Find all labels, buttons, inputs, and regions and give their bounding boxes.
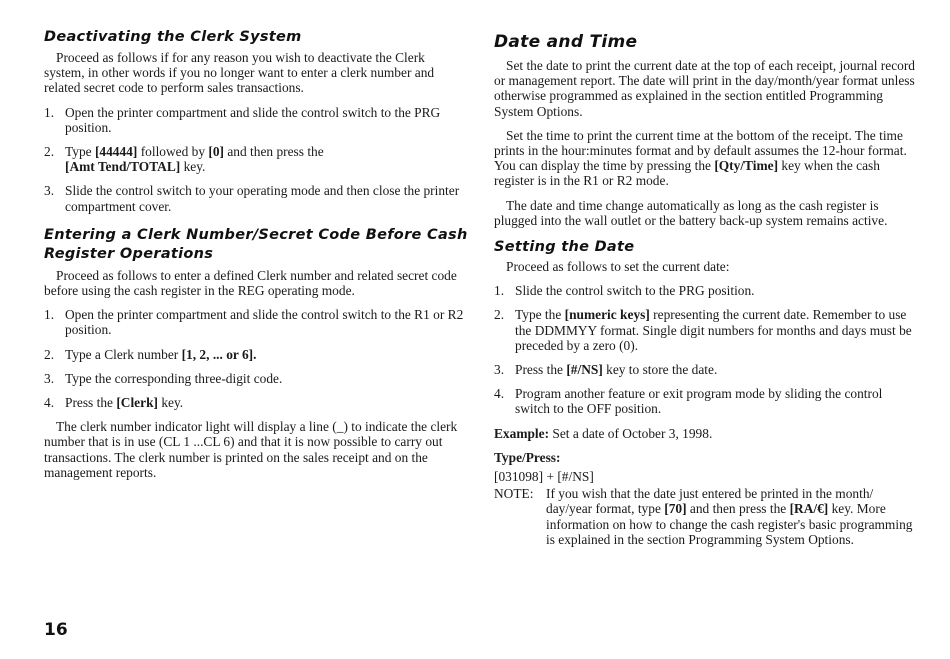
entering-outro: The clerk number indicator light will display a line (_) to indicate the clerk number that is in use (CL 1 ...CL 6) and that it is now possible to carry out transactions. The clerk number is printed on the sales receipt and on the management reports. — [44, 419, 458, 480]
note-block: NOTE: If you wish that the date just entered be printed in the month/ day/year format, type [70] and then press the [RA/€] key. More information on how to change the cash register's basic programming is explained in the section Programming System Options. — [494, 486, 913, 547]
list-item: 2. Type a Clerk number [1, 2, ... or 6]. — [44, 346, 257, 362]
example-line: Example: Set a date of October 3, 1998. — [494, 425, 713, 441]
setting-date-intro: Proceed as follows to set the current date: — [506, 259, 730, 275]
list-item: 1. Open the printer compartment and slide the control switch to the R1 or R2 position. — [44, 307, 464, 338]
list-item: 1. Open the printer compartment and slide the control switch to the PRG position. — [44, 104, 441, 135]
list-item: 1. Slide the control switch to the PRG position. — [494, 283, 755, 299]
list-item: 3. Slide the control switch to your operating mode and then close the printer compartment cover. — [44, 183, 460, 214]
date-time-paragraph-1: Set the date to print the current date at the top of each receipt, journal record or management report. The date will print in the day/month/year format unless otherwise programmed as explained in the section entitled Programming System Options. — [494, 58, 915, 119]
deactivate-steps — [44, 105, 468, 214]
page-number: 16 — [44, 620, 68, 640]
list-item: 3. Type the corresponding three-digit code. — [44, 370, 283, 386]
heading-deactivating-clerk: Deactivating the Clerk System — [44, 29, 302, 45]
date-time-paragraph-3: The date and time change automatically as long as the cash register is plugged into the wall outlet or the battery back-up system remains active. — [494, 197, 888, 228]
date-time-paragraph-2: Set the time to print the current time at the bottom of the receipt. The time prints in the hour:minutes format and by default assumes the 12-hour format. You can display the time by pressing the [Qty/Time] key when the cash register is in the R1 or R2 mode. — [494, 127, 907, 189]
heading-date-and-time: Date and Time — [494, 32, 638, 52]
heading-setting-the-date: Setting the Date — [494, 239, 635, 256]
list-item: 4. Program another feature or exit program mode by sliding the control switch to the OFF position. — [494, 386, 883, 417]
list-item: 3. Press the [#/NS] key to store the date. — [494, 362, 718, 378]
heading-entering-clerk-number: Entering a Clerk Number/Secret Code Before Cash Register Operations — [44, 226, 468, 262]
entering-intro: Proceed as follows to enter a defined Clerk number and related secret code before using the cash register in the REG operating mode. — [44, 267, 457, 299]
list-item: 2. Type the [numeric keys] representing the current date. Remember to use the DDMMYY format. Single digit numbers for months and days must be preceded by a zero (0). — [494, 307, 912, 353]
left-column — [44, 28, 468, 480]
type-press-value: [031098] + [#/NS] — [494, 469, 594, 485]
setting-date-steps — [494, 283, 918, 416]
right-column — [494, 28, 918, 547]
type-press-label: Type/Press: — [494, 449, 561, 465]
list-item: 4. Press the [Clerk] key. — [44, 395, 184, 411]
entering-steps — [44, 307, 468, 410]
deactivate-intro: Proceed as follows if for any reason you wish to deactivate the Clerk system, in other words if you no longer want to enter a clerk number and related secret code to perform sales transactions. — [44, 50, 435, 96]
list-item: 2. Type [44444] followed by [0] and then press the [Amt Tend/TOTAL] key. — [44, 144, 324, 175]
